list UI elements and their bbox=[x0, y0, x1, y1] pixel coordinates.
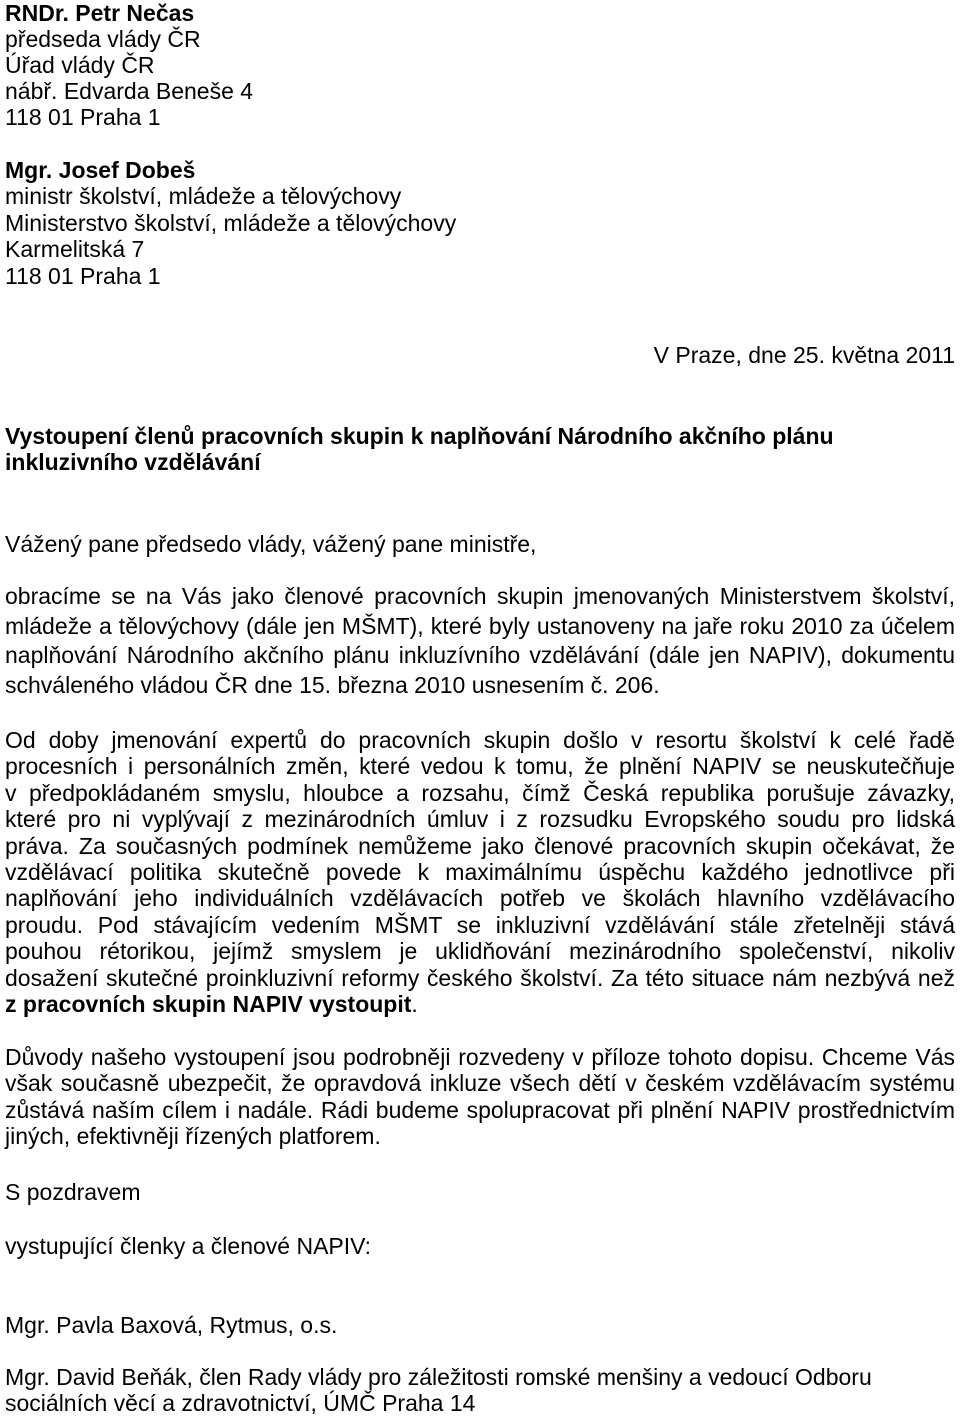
paragraph-line: proudu. Pod stávajícím vedením MŠMT se inkluzivní vzdělávání stále zřetelněji stává bbox=[5, 911, 955, 938]
paragraph-1 bbox=[5, 582, 955, 701]
paragraph-line: Důvody našeho vystoupení jsou podrobněji rozvedeny v příloze tohoto dopisu. Chceme Vás bbox=[5, 1044, 955, 1070]
recipient-name: Mgr. Josef Dobeš bbox=[5, 157, 196, 183]
signatory-line: sociálních věcí a zdravotnictví, ÚMČ Praha 14 bbox=[5, 1390, 476, 1417]
signatory-2 bbox=[5, 1364, 955, 1417]
paragraph-line: naplňování Národního akčního plánu inkluzívního vzdělávání (dále jen NAPIV), dokumentu bbox=[5, 642, 955, 669]
paragraph-line: dosažení skutečné proinkluzivní reformy českého školství. Za této situace nám nezbývá než bbox=[5, 964, 955, 991]
recipient-address-line: 118 01 Praha 1 bbox=[5, 262, 161, 289]
paragraph-line: mládeže a tělovýchovy (dále jen MŠMT), které byly ustanoveny na jaře roku 2010 za účelem bbox=[5, 612, 955, 639]
closing-statement-period: . bbox=[411, 991, 418, 1018]
paragraph-line: naplňování jeho individuálních vzdělávacích potřeb ve školách hlavního vzdělávacího bbox=[5, 885, 955, 912]
paragraph-line: jiných, efektivněji řízených platforem. bbox=[5, 1123, 381, 1150]
signatory-line: Mgr. Pavla Baxová, Rytmus, o.s. bbox=[5, 1312, 338, 1338]
signatory-line: Mgr. David Beňák, člen Rady vlády pro záležitosti romské menšiny a vedoucí Odboru bbox=[5, 1364, 872, 1390]
recipient-address-line: Karmelitská 7 bbox=[5, 236, 145, 263]
signatory-1 bbox=[5, 1312, 955, 1338]
paragraph-closing-line bbox=[5, 991, 955, 1017]
recipient-address-line: Ministerstvo školství, mládeže a tělovýchovy bbox=[5, 209, 457, 236]
paragraph-line: obracíme se na Vás jako členové pracovních skupin jmenovaných Ministerstvem školství, bbox=[5, 583, 955, 609]
paragraph-line: které pro ni vyplývají z mezinárodních úmluv i z rozsudku Evropského soudu pro lidská bbox=[5, 806, 955, 833]
recipient-address-1 bbox=[5, 0, 955, 130]
paragraph-line: pouhou rétorikou, jejímž smyslem je uklidňování mezinárodního společenství, nikoliv bbox=[5, 938, 955, 965]
letter-subject bbox=[5, 423, 955, 476]
paragraph-line: práva. Za současných podmínek nemůžeme jako členové pracovních skupin očekávat, že bbox=[5, 832, 955, 859]
recipient-address-line: 118 01 Praha 1 bbox=[5, 104, 161, 130]
paragraph-line: zůstává naším cílem i nadále. Rádi budeme spolupracovat při plnění NAPIV prostřednictvím bbox=[5, 1096, 955, 1123]
paragraph-line: schváleného vládou ČR dne 15. března 2010 usnesením č. 206. bbox=[5, 672, 660, 699]
closing-greeting: S pozdravem bbox=[5, 1179, 141, 1205]
paragraph-line: Od doby jmenování expertů do pracovních skupin došlo v resortu školství k celé řadě bbox=[5, 727, 955, 753]
subject-line: inkluzivního vzdělávání bbox=[5, 449, 261, 476]
paragraph-line: procesních i personálních změn, které vedou k tomu, že plnění NAPIV se neuskutečňuje bbox=[5, 753, 955, 780]
recipient-name: RNDr. Petr Nečas bbox=[5, 0, 195, 26]
closing-statement-bold: z pracovních skupin NAPIV vystoupit bbox=[5, 991, 412, 1018]
paragraph-line: vzdělávací politika skutečně povede k maximálnímu úspěchu každého jednotlivce při bbox=[5, 859, 955, 886]
recipient-address-line: předseda vlády ČR bbox=[5, 26, 201, 52]
signatories-intro: vystupující členky a členové NAPIV: bbox=[5, 1233, 372, 1259]
salutation: Vážený pane předsedo vlády, vážený pane ministře, bbox=[5, 531, 537, 557]
recipient-address-line: Úřad vlády ČR bbox=[5, 52, 155, 78]
paragraph-line: v předpokládaném smyslu, hloubce a rozsahu, čímž Česká republika porušuje závazky, bbox=[5, 779, 955, 806]
paragraph-line: však současně ubezpečit, že opravdová inkluze všech dětí v českém vzdělávacím systému bbox=[5, 1070, 955, 1097]
subject-line: Vystoupení členů pracovních skupin k naplňování Národního akčního plánu bbox=[5, 423, 834, 449]
recipient-address-2 bbox=[5, 157, 955, 289]
recipient-address-line: nábř. Edvarda Beneše 4 bbox=[5, 78, 254, 104]
paragraph-3 bbox=[5, 1044, 955, 1150]
letter-date: V Praze, dne 25. května 2011 bbox=[653, 342, 955, 368]
paragraph-2 bbox=[5, 727, 955, 1017]
recipient-address-line: ministr školství, mládeže a tělovýchovy bbox=[5, 183, 402, 210]
